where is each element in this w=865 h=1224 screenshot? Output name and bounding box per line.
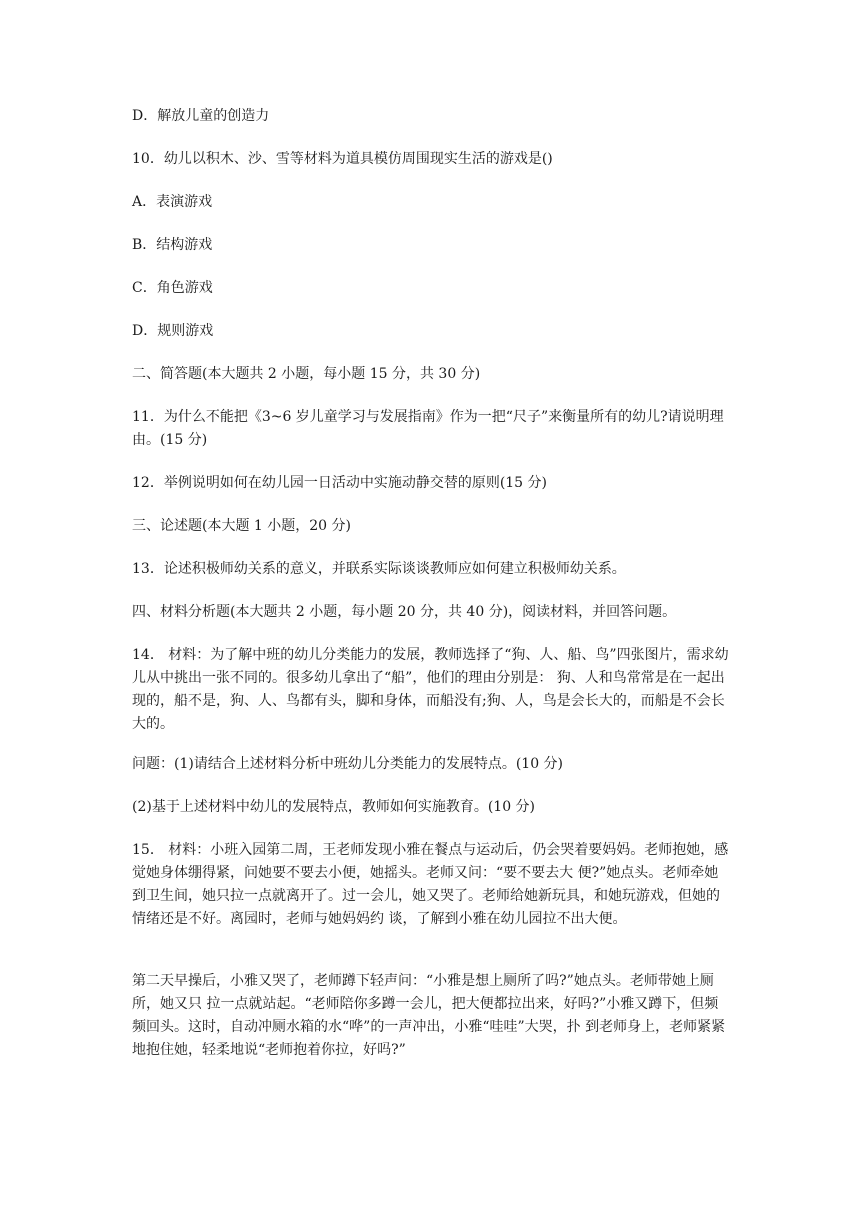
q10-stem: 10．幼儿以积木、沙、雪等材料为道具模仿周围现实生活的游戏是() — [132, 151, 553, 167]
q14-material: 14． 材料：为了解中班的幼儿分类能力的发展，教师选择了“狗、人、船、鸟”四张图片，需求幼儿从中挑出一张不同的。很多幼儿拿出了“船”，他们的理由分别是： 狗、人和鸟常常是在一起出现的，船不是，狗、人、鸟都有头，脚和身体，而船没有;狗、人，鸟是会长大的，而船是不会长大的。 — [132, 647, 729, 732]
section-4-heading: 四、材料分析题(本大题共 2 小题，每小题 20 分，共 40 分)，阅读材料，并回答问题。 — [132, 604, 677, 620]
q9-option-d: D．解放儿童的创造力 — [132, 108, 270, 124]
q15-material-paragraph-1: 15． 材料：小班入园第二周，王老师发现小雅在餐点与运动后，仍会哭着要妈妈。老师抱她，感觉她身体绷得紧，问她要不要去小便，她摇头。老师又问：“要不要去大 便?”她点头。老师牵她到卫生间，她只拉一点就离开了。过一会儿，她又哭了。老师给她新玩具，和她玩游戏，但她的情绪还是不好。离园时，老师与她妈妈约 谈，了解到小雅在幼儿园拉不出大便。 — [132, 842, 729, 927]
q12: 12．举例说明如何在幼儿园一日活动中实施动静交替的原则(15 分) — [132, 475, 548, 491]
q14-question-2: (2)基于上述材料中幼儿的发展特点，教师如何实施教育。(10 分) — [132, 799, 536, 815]
q10-option-d: D．规则游戏 — [132, 323, 214, 339]
section-3-heading: 三、论述题(本大题 1 小题，20 分) — [132, 518, 351, 534]
q10-option-b: B．结构游戏 — [132, 237, 213, 253]
q10-option-c: C．角色游戏 — [132, 280, 213, 296]
q15-material-paragraph-2: 第二天早操后，小雅又哭了，老师蹲下轻声问：“小雅是想上厕所了吗?”她点头。老师带她上厕所，她又只 拉一点就站起。“老师陪你多蹲一会儿，把大便都拉出来，好吗?”小雅又蹲下，但频频回头。这时，自动冲厕水箱的水“哗”的一声冲出，小雅“哇哇”大哭，扑 到老师身上，老师紧紧地抱住她，轻柔地说“老师抱着你拉，好吗?” — [132, 973, 726, 1058]
section-2-heading: 二、简答题(本大题共 2 小题，每小题 15 分，共 30 分) — [132, 366, 481, 382]
q10-option-a: A．表演游戏 — [132, 194, 213, 210]
q11: 11．为什么不能把《3~6 岁儿童学习与发展指南》作为一把“尺子”来衡量所有的幼儿?请说明理由。(15 分) — [132, 409, 724, 448]
q13: 13．论述积极师幼关系的意义，并联系实际谈谈教师应如何建立积极师幼关系。 — [132, 561, 626, 577]
q14-question-1: 问题：(1)请结合上述材料分析中班幼儿分类能力的发展特点。(10 分) — [132, 756, 564, 772]
